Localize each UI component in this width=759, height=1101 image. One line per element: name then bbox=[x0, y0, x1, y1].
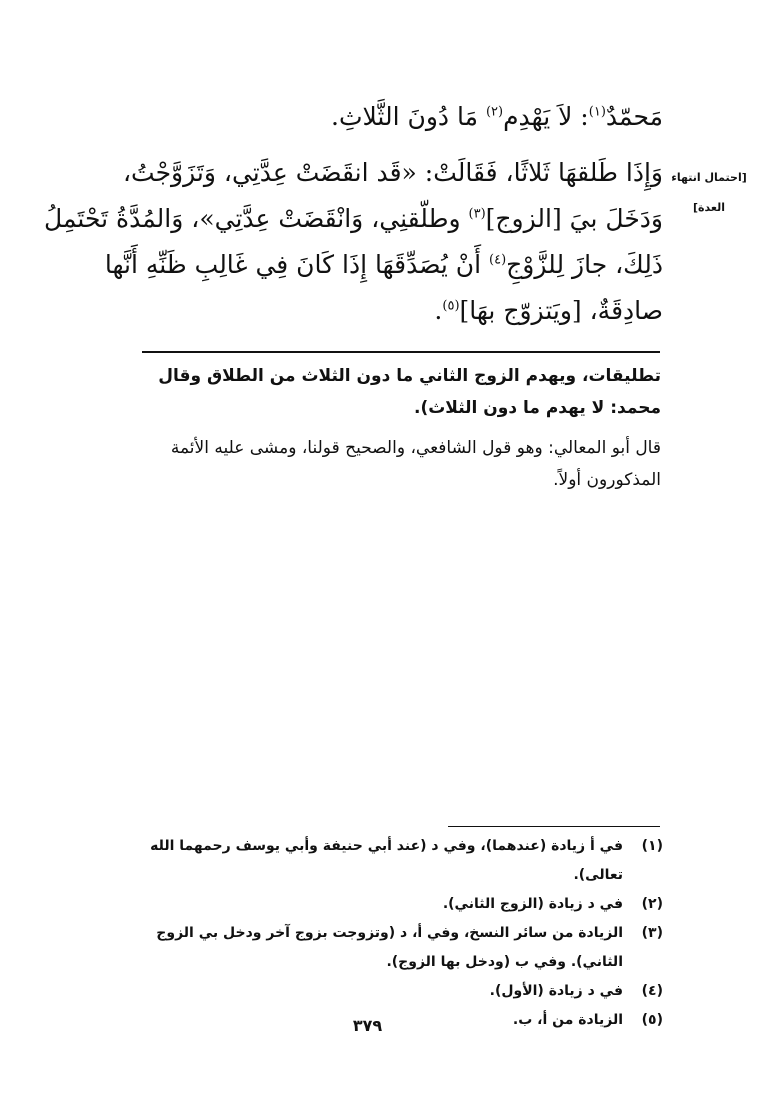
main-text-segment: أَنْ يُصَدِّقَهَا إِذَا كَانَ فِي غَالِبِ ظَنِّهِ أَنَّها bbox=[104, 250, 490, 279]
footnote-item bbox=[133, 919, 663, 977]
footnote-number: (٤) bbox=[641, 983, 663, 999]
main-text-segment: وَدَخَلَ بيَ [الزوج] bbox=[485, 204, 663, 233]
main-text-segment: وطلّقنِي، وَانْقَضَتْ عِدَّتِي»، وَالمُدَّةُ تَحْتَمِلُ bbox=[44, 204, 469, 233]
footnote-divider bbox=[448, 826, 660, 827]
footnote-number: (١) bbox=[641, 838, 663, 854]
footnote-text: في أ زيادة (عندهما)، وفي د (عند أبي حنيفة وأبي يوسف رحمهما الله تعالى). bbox=[150, 838, 623, 883]
page-number-container bbox=[0, 1016, 759, 1035]
margin-note-line-2: العدة] bbox=[693, 201, 725, 214]
footnote-ref-3[interactable]: (٣) bbox=[468, 206, 486, 222]
main-text-segment: . bbox=[434, 296, 443, 325]
commentary-divider bbox=[142, 351, 660, 353]
footnote-text: في د زيادة (الزوج الثاني). bbox=[442, 896, 623, 912]
main-text-line bbox=[99, 288, 663, 334]
margin-note-line-1: [احتمال انتهاء bbox=[671, 171, 747, 184]
main-text-line bbox=[99, 242, 663, 288]
page-number: ٣٧٩ bbox=[352, 1016, 383, 1035]
footnote-number: (٢) bbox=[641, 896, 663, 912]
commentary-paragraph-2: قال أبو المعالي: وهو قول الشافعي، والصحيح قولنا، ومشى عليه الأئمة المذكورون أولاً. bbox=[170, 438, 661, 490]
footnote-number: (٣) bbox=[641, 925, 663, 941]
main-text-segment: ذَلِكَ، جازَ لِلزَّوْجِ bbox=[506, 250, 663, 279]
footnote-text: الزيادة من أ، ب. bbox=[512, 1012, 623, 1028]
footnotes-section bbox=[133, 832, 663, 1035]
main-text-line bbox=[44, 196, 663, 242]
footnote-ref-2[interactable]: (٢) bbox=[485, 104, 504, 120]
footnote-text: في د زيادة (الأول). bbox=[489, 983, 623, 999]
footnote-item bbox=[133, 977, 663, 1006]
main-text-segment: مَحمّدٌ bbox=[605, 102, 663, 131]
footnote-ref-4[interactable]: (٤) bbox=[489, 252, 507, 268]
commentary-paragraph-1: تطليقات، ويهدم الزوج الثاني ما دون الثلاث من الطلاق وقال محمد: لا يهدم ما دون الثلاث). bbox=[158, 366, 661, 418]
margin-note bbox=[667, 163, 751, 223]
footnote-ref-1[interactable]: (١) bbox=[588, 104, 606, 120]
footnote-item bbox=[133, 890, 663, 919]
main-text-line: وَإِذَا طَلقهَا ثَلاثًا، فَقَالَتْ: «قَد انقَضَتْ عِدَّتِي، وَتَزَوَّجْتُ، bbox=[122, 158, 663, 187]
footnote-text: الزيادة من سائر النسخ، وفي أ، د (وتزوجت بزوج آخر ودخل بي الزوج الثاني). وفي ب (ودخل بها الزوج). bbox=[156, 925, 623, 970]
commentary-section bbox=[141, 360, 661, 496]
main-paragraph bbox=[44, 150, 663, 334]
footnote-item bbox=[133, 832, 663, 890]
main-text-line-1 bbox=[99, 94, 663, 140]
main-text-segment: مَا دُونَ الثَّلاثِ. bbox=[331, 102, 486, 131]
footnote-ref-5[interactable]: (٥) bbox=[442, 298, 460, 314]
main-text-segment: : لاَ يَهْدِم bbox=[503, 102, 589, 131]
footnote-number: (٥) bbox=[641, 1012, 663, 1028]
main-text-segment: صادِقَةٌ، [ويَتزوّج بهَا] bbox=[459, 296, 663, 325]
